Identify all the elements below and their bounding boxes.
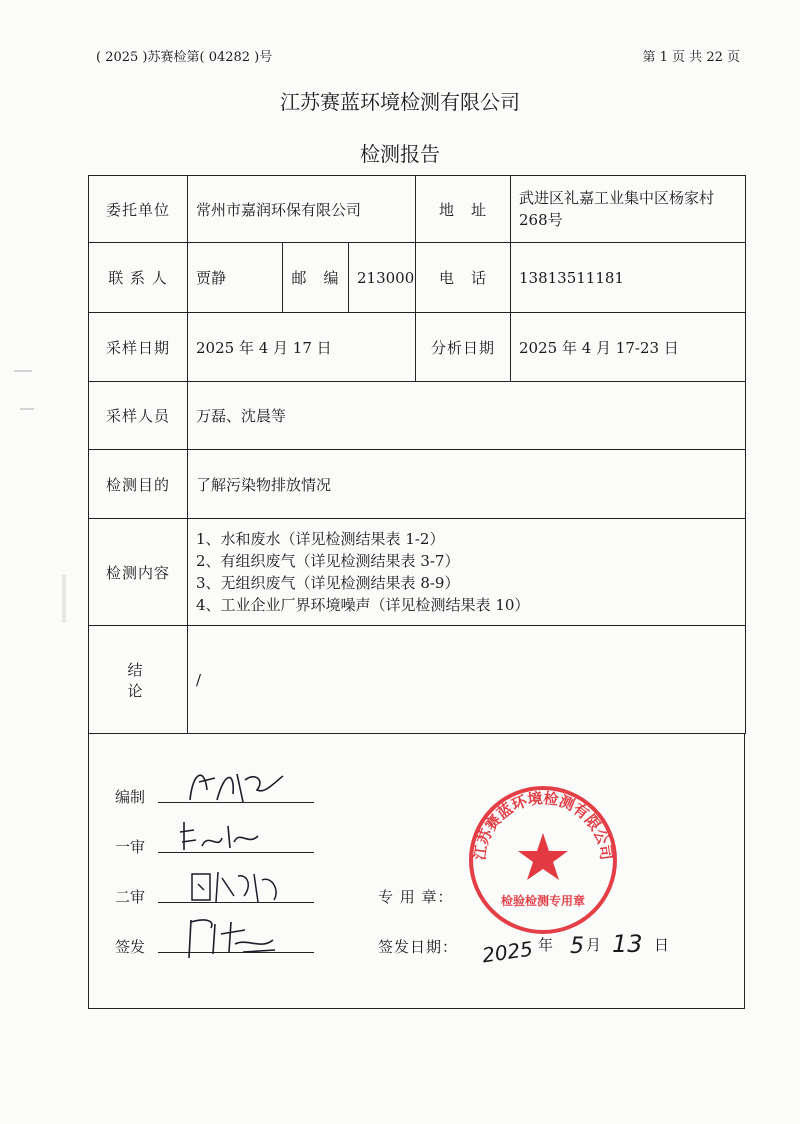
issue-date-day: 13	[612, 930, 643, 958]
conclusion-label: 结 论	[89, 626, 188, 734]
contact-name: 贾静	[188, 243, 283, 313]
review1-label: 一审	[115, 838, 146, 856]
postcode-label: 邮 编	[283, 243, 349, 313]
scan-artifact	[62, 575, 66, 623]
scan-artifact	[14, 370, 32, 372]
scan-artifact	[20, 408, 34, 410]
content-item: 4、工业企业厂界环境噪声（详见检测结果表 10）	[196, 596, 530, 614]
issue-date-year-unit: 年	[538, 936, 554, 954]
content-item: 1、水和废水（详见检测结果表 1-2）	[196, 530, 445, 548]
client-address: 武进区礼嘉工业集中区杨家村268号	[511, 176, 746, 243]
phone-value: 13813511181	[511, 243, 746, 313]
issue-label: 签发	[115, 938, 146, 956]
content-item: 3、无组织废气（详见检测结果表 8-9）	[196, 574, 460, 592]
seal-outer-text: 江苏赛蓝环境检测有限公司	[470, 789, 616, 862]
issue-date-month: 5	[570, 934, 584, 959]
seal-star-icon	[518, 833, 568, 880]
samplers-value: 万磊、沈晨等	[188, 382, 746, 450]
issue-signature	[185, 914, 285, 962]
content-row	[89, 519, 746, 626]
official-seal	[468, 785, 618, 935]
purpose-label: 检测目的	[89, 450, 188, 519]
postcode-value: 213000	[349, 243, 416, 313]
client-row	[89, 176, 746, 243]
contact-row	[89, 243, 746, 313]
address-label: 地 址	[416, 176, 511, 243]
review1-signature	[178, 812, 268, 856]
content-item: 2、有组织废气（详见检测结果表 3-7）	[196, 552, 460, 570]
conclusion-value: /	[188, 626, 746, 734]
review2-signature	[188, 866, 288, 908]
conclusion-row	[89, 626, 746, 734]
issue-date-year: 2025	[480, 936, 535, 968]
samplers-label: 采样人员	[89, 382, 188, 450]
report-title: 检测报告	[360, 142, 440, 166]
sampling-date: 2025 年 4 月 17 日	[188, 313, 416, 382]
compiled-label: 编制	[115, 788, 146, 806]
issue-date-label: 签发日期：	[378, 938, 459, 956]
issue-date-month-unit: 月	[586, 936, 602, 954]
client-label: 委托单位	[89, 176, 188, 243]
issue-date-day-unit: 日	[654, 936, 670, 954]
report-number: ( 2025 )苏赛检第( 04282 )号	[96, 50, 273, 65]
seal-label: 专 用 章：	[378, 888, 454, 906]
purpose-value: 了解污染物排放情况	[188, 450, 746, 519]
analysis-date: 2025 年 4 月 17-23 日	[511, 313, 746, 382]
review2-label: 二审	[115, 888, 146, 906]
phone-label: 电 话	[416, 243, 511, 313]
client-name: 常州市嘉润环保有限公司	[188, 176, 416, 243]
analysis-date-label: 分析日期	[416, 313, 511, 382]
compiled-signature	[185, 760, 295, 808]
company-name: 江苏赛蓝环境检测有限公司	[280, 90, 520, 114]
content-label: 检测内容	[89, 519, 188, 626]
contact-label: 联 系 人	[89, 243, 188, 313]
content-list	[188, 519, 746, 626]
page-indicator: 第 1 页 共 22 页	[642, 50, 740, 65]
purpose-row	[89, 450, 746, 519]
sampling-date-label: 采样日期	[89, 313, 188, 382]
dates-row	[89, 313, 746, 382]
seal-inner-text: 检验检测专用章	[500, 894, 586, 908]
samplers-row	[89, 382, 746, 450]
report-info-table	[88, 175, 746, 734]
